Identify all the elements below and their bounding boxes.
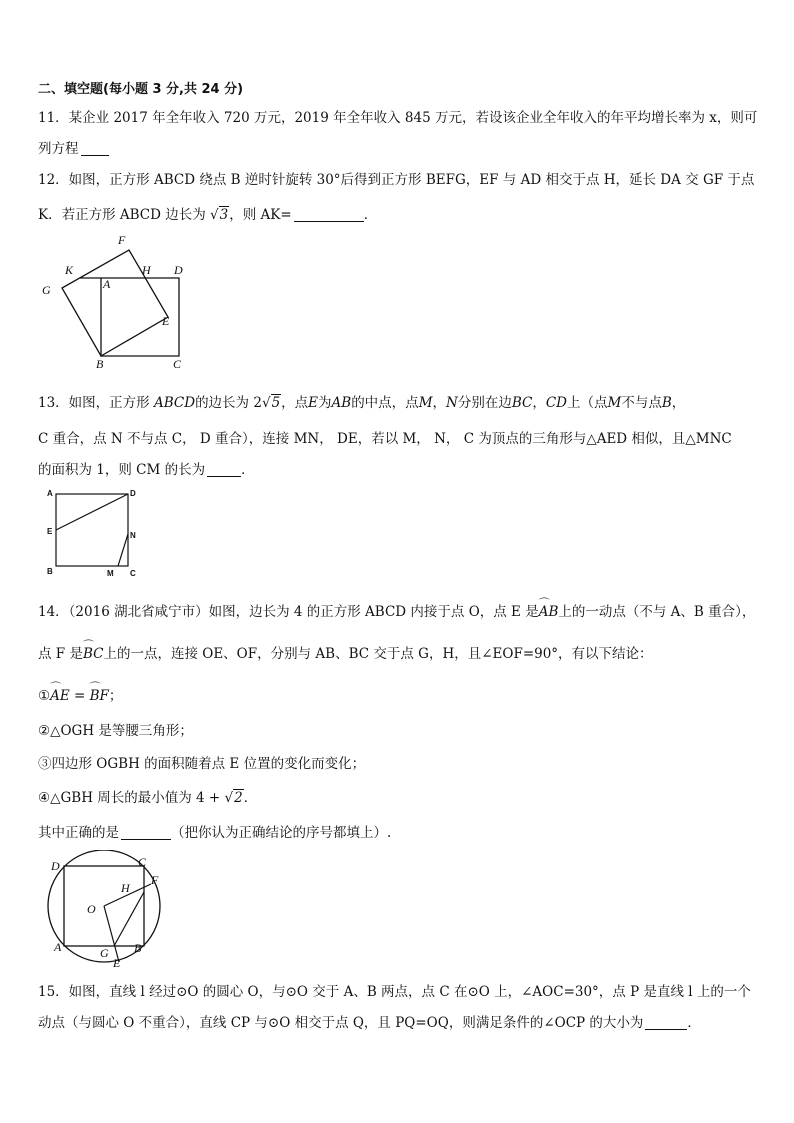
q13-text-b: 的边长为 2 <box>195 395 262 411</box>
q12-line2: K．若正方形 ABCD 边长为 √3，则 AK= ． <box>38 207 378 223</box>
q14-arc-ab: ⌒ AB <box>539 604 559 620</box>
q13-text-a: 13．如图，正方形 <box>38 395 150 411</box>
q14-figure <box>36 850 176 972</box>
q14-label-e: E <box>113 956 121 970</box>
q14-conclusion-4 <box>38 786 257 806</box>
q12-label-k: K <box>65 263 74 277</box>
q14-answer-note: （把你认为正确结论的序号都填上）. <box>171 825 392 841</box>
q13-sqrt: √5 <box>261 395 281 411</box>
q12-label-h: H <box>142 263 151 277</box>
q15-text: 动点（与圆心 O 不重合），直线 CP 与⊙O 相交于点 Q，且 PQ=OQ，则满足条件的∠OCP 的大小为 <box>38 1015 644 1031</box>
q14-line2 <box>38 642 653 662</box>
q14-label-d: D <box>51 859 60 873</box>
q13-text-k: ， <box>671 395 686 411</box>
q14-conclusion-3: ③四边形 OGBH 的面积随着点 E 位置的变化而变化； <box>38 756 366 772</box>
q14-text-a: 14．（2016 湖北省咸宁市）如图，边长为 4 的正方形 ABCD 内接于点 O，点 E 是 <box>38 604 539 620</box>
q14-label-h: H <box>121 881 130 895</box>
q14-arc-bf: ⌒ BF <box>90 688 109 704</box>
q13-label-c: C <box>130 569 136 578</box>
q13-figure <box>42 484 152 580</box>
q12-text-b: ，则 AK= <box>229 207 292 223</box>
q14-arc-ae: ⌒ AE <box>50 688 70 704</box>
q11-line1: 11．某企业 2017 年全年收入 720 万元，2019 年全年收入 845 万元，若设该企业全年收入的年平均增长率为 x，则可 <box>38 110 758 126</box>
q14-text-d: 上的一点，连接 OE、OF，分别与 AB、BC 交于点 G，H，且∠EOF=90°，有以下结论： <box>103 646 653 662</box>
q14-label-a: A <box>54 940 62 954</box>
q13-text-3: 的面积为 1，则 CM 的长为 <box>38 462 206 478</box>
q14-label-f: F <box>151 873 159 887</box>
q12-label-e: E <box>162 314 170 328</box>
q12-label-a: A <box>103 277 111 291</box>
q14-label-c: C <box>138 855 147 869</box>
q14-label-b: B <box>134 941 142 955</box>
q12-label-c: C <box>173 357 182 370</box>
q13-line2: C 重合，点 N 不与点 C， D 重合），连接 MN， DE，若以 M， N， C 为顶点的三角形与△AED 相似，且△MNC <box>38 431 732 447</box>
q13-text-j: 不与点 <box>621 395 662 411</box>
q14-arc-bc: ⌒ BC <box>83 646 104 662</box>
q13-label-d: D <box>130 489 136 498</box>
q13-label-n: N <box>130 531 136 540</box>
q12-label-b: B <box>96 357 104 370</box>
q12-figure <box>36 230 196 370</box>
q15-line1: 15．如图，直线 l 经过⊙O 的圆心 O，与⊙O 交于 A、B 两点，点 C 在⊙O 上，∠AOC=30°，点 P 是直线 l 上的一个 <box>38 984 751 1000</box>
q11-answer-blank <box>81 141 109 156</box>
q14-conclusion-2: ②△OGH 是等腰三角形； <box>38 723 193 739</box>
q12-text-a: K．若正方形 ABCD 边长为 <box>38 207 206 223</box>
q13-text-f: ， <box>432 395 447 411</box>
q14-line1 <box>38 600 755 620</box>
q14-conclusion-1 <box>38 684 122 704</box>
q13-text-i: 上（点 <box>567 395 608 411</box>
q14-answer-blank <box>121 825 171 840</box>
q12-line1: 12．如图，正方形 ABCD 绕点 B 逆时针旋转 30°后得到正方形 BEFG，EF 与 AD 相交于点 H，延长 DA 交 GF 于点 <box>38 172 755 188</box>
q13-answer-blank <box>207 462 241 477</box>
q13-label-a: A <box>47 489 53 498</box>
q11-text: 列方程 <box>38 141 79 157</box>
q13-n: N <box>446 395 458 411</box>
q14-text-b: 上的一动点（不与 A、B 重合）， <box>558 604 756 620</box>
q13-label-m: M <box>107 569 114 578</box>
section-title: 二、填空题(每小题 3 分,共 24 分) <box>38 82 244 97</box>
q14-text-c: 点 F 是 <box>38 646 83 662</box>
q15-line2: 动点（与圆心 O 不重合），直线 CP 与⊙O 相交于点 Q，且 PQ=OQ，则满足条件的∠OCP 的大小为 ． <box>38 1015 701 1031</box>
q12-sqrt: √3 <box>210 207 229 223</box>
q13-text-h: ， <box>532 395 546 411</box>
q11-line2 <box>38 137 109 157</box>
q14-c1-end: ； <box>108 688 123 704</box>
q14-c4-end: ． <box>243 790 258 806</box>
q13-ab: AB <box>331 395 352 411</box>
q13-text-c: ，点 <box>281 395 309 411</box>
q12-label-f: F <box>118 233 126 247</box>
q13-label-e: E <box>47 527 53 536</box>
q13-e: E <box>308 395 319 411</box>
q13-line1 <box>38 391 685 411</box>
q13-cd: CD <box>545 395 567 411</box>
q15-answer-blank <box>645 1015 687 1030</box>
q13-bc: BC <box>511 395 533 411</box>
q13-b: B <box>661 395 672 411</box>
q12-label-g: G <box>42 283 51 297</box>
q13-m: M <box>418 395 433 411</box>
q14-c1-num: ① <box>38 688 51 704</box>
q14-answer-text: 其中正确的是 <box>38 825 119 841</box>
q14-c1-eq: = <box>69 688 90 704</box>
q12-label-d: D <box>174 263 183 277</box>
q14-c4-text: ④△GBH 周长的最小值为 4 + <box>38 790 225 806</box>
q14-answer-line <box>38 821 391 841</box>
q12-answer-blank <box>294 207 364 222</box>
q13-text-g: 分别在边 <box>457 395 512 411</box>
q13-abcd: ABCD <box>153 395 196 411</box>
q13-m2: M <box>607 395 622 411</box>
q13-text-e: 的中点，点 <box>351 395 419 411</box>
q14-label-g: G <box>100 946 109 960</box>
q13-text-d: 为 <box>318 395 332 411</box>
q13-label-b: B <box>47 567 53 576</box>
q13-line3: 的面积为 1，则 CM 的长为 ． <box>38 462 255 478</box>
q14-label-o: O <box>87 902 96 916</box>
q14-sqrt: √2 <box>224 790 243 806</box>
